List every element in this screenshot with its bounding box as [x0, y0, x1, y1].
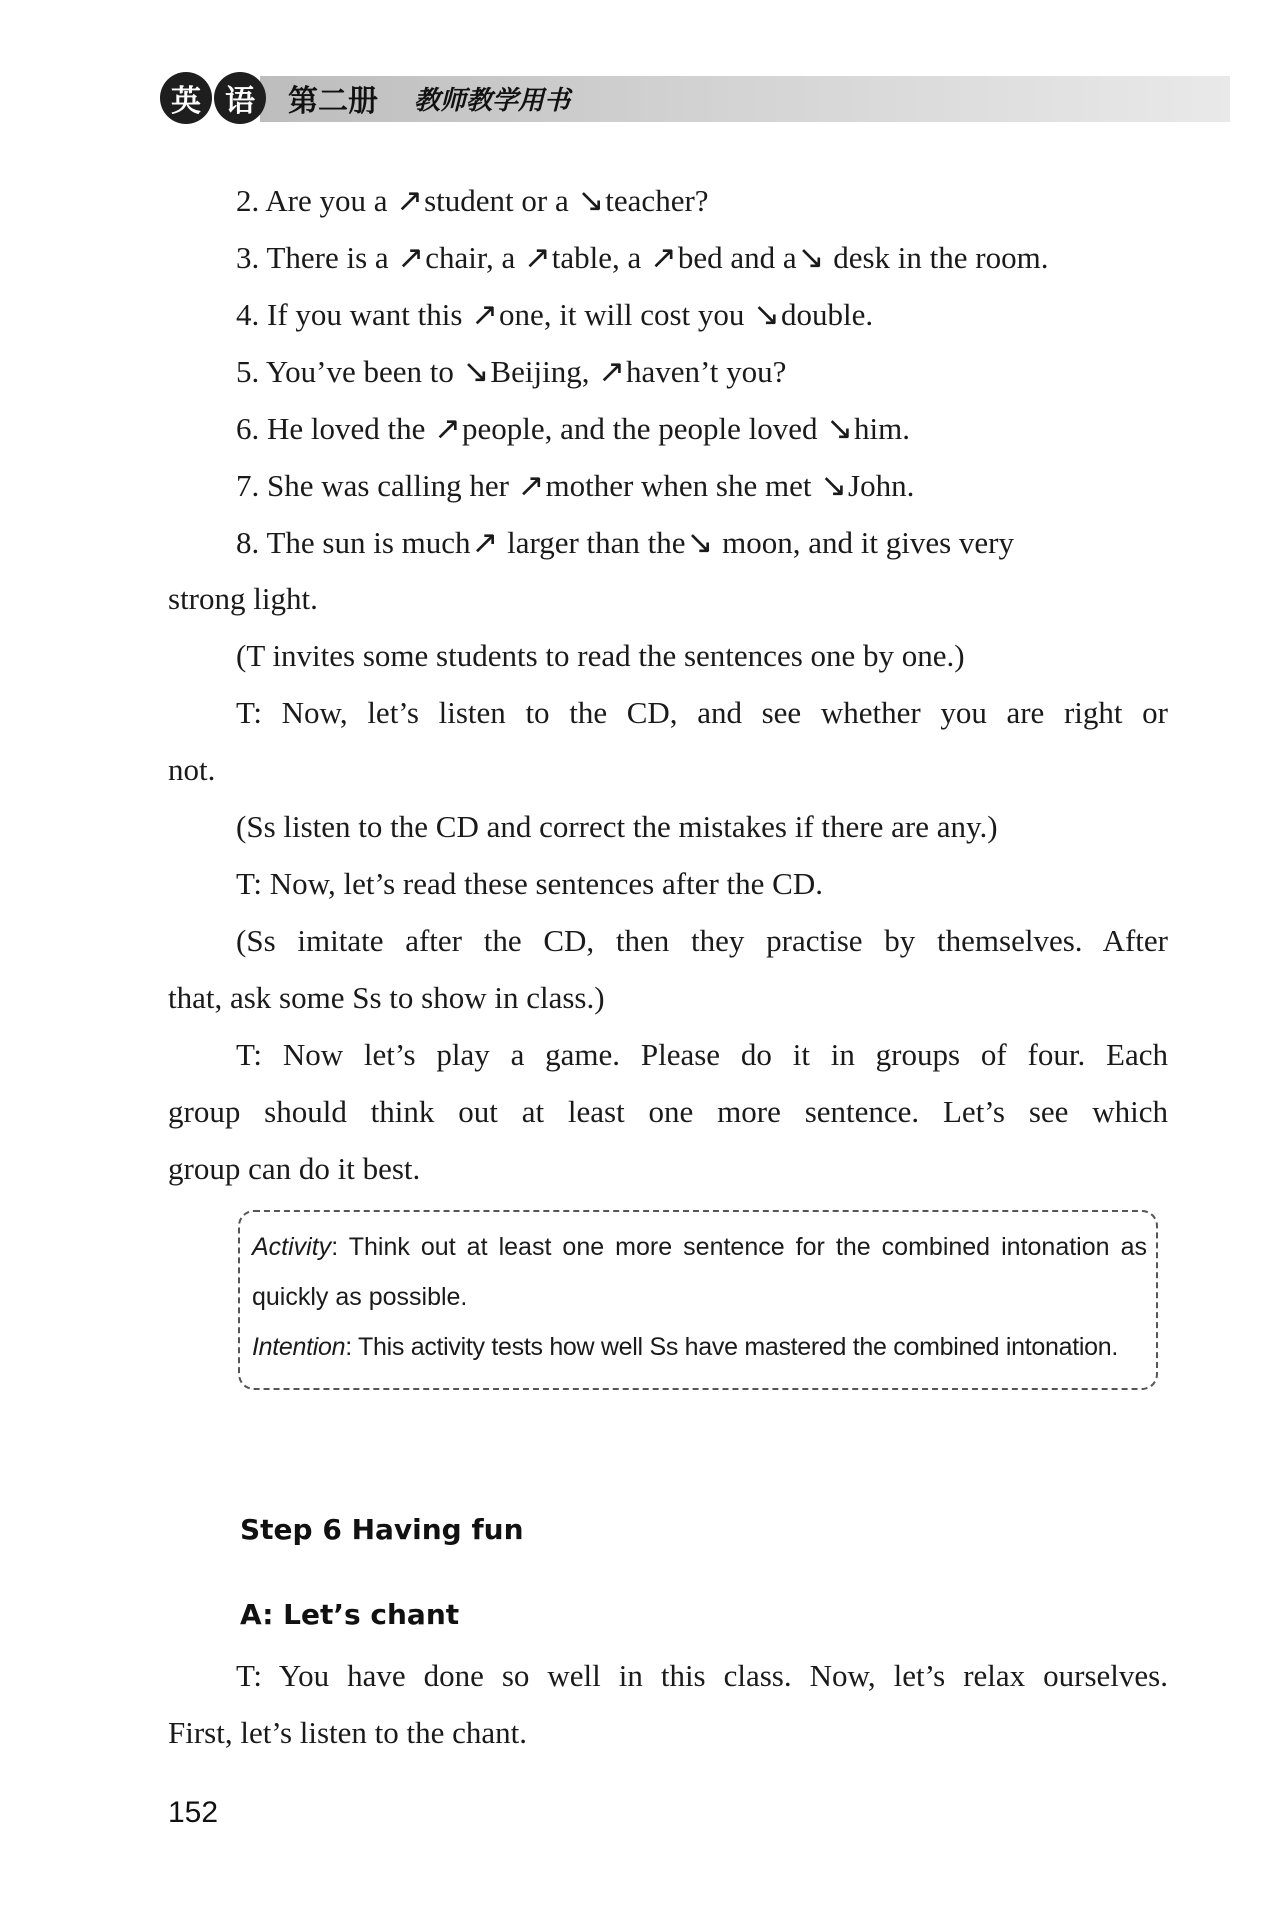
rising-arrow-icon: ↗	[396, 181, 424, 219]
sentence-number: 7.	[236, 468, 260, 503]
teacher-listen-line-2: not.	[168, 752, 216, 787]
volume-label: 第二册	[288, 84, 378, 119]
sentence-text: mother when she met	[545, 468, 820, 503]
falling-arrow-icon: ↘	[686, 523, 714, 561]
activity-line-2: quickly as possible.	[252, 1283, 468, 1311]
page-number: 152	[168, 1796, 219, 1829]
sentence-6	[236, 408, 1168, 449]
instruction-correct: (Ss listen to the CD and correct the mistakes if there are any.)	[236, 809, 998, 844]
sentence-text: The sun is much	[266, 525, 471, 560]
book-title: 教师教学用书	[414, 85, 571, 116]
sentence-text: John.	[848, 468, 915, 503]
sentence-text: teacher?	[605, 183, 709, 218]
teacher-listen-line-1: T: Now, let’s listen to the CD, and see whether you are right or	[236, 695, 1168, 730]
activity-text: : Think out at least one more sentence for the combined intonation as	[331, 1233, 1147, 1261]
instruction-invite: (T invites some students to read the sentences one by one.)	[236, 638, 965, 673]
sentence-8	[236, 522, 1168, 563]
rising-arrow-icon: ↗	[397, 238, 425, 276]
subject-badge-1: 英	[160, 72, 212, 124]
falling-arrow-icon: ↘	[462, 352, 490, 390]
subject-badge-2: 语	[214, 72, 266, 124]
activity-label: Activity	[252, 1233, 332, 1261]
sentence-3	[236, 237, 1168, 278]
sentence-text: desk in the room.	[825, 240, 1049, 275]
chant-paragraph-line-2: First, let’s listen to the chant.	[168, 1715, 528, 1750]
sentence-text: one, it will cost you	[499, 297, 753, 332]
sentence-text: bed and a	[677, 240, 797, 275]
sentence-number: 6.	[236, 411, 260, 446]
sentence-number: 2.	[236, 183, 260, 218]
page-header	[160, 72, 1230, 124]
rising-arrow-icon: ↗	[434, 409, 461, 447]
sentence-text: larger than the	[499, 525, 686, 560]
sentence-7	[236, 465, 1168, 506]
activity-line-1	[252, 1230, 1147, 1264]
sentence-text: people, and the people loved	[461, 411, 826, 446]
sentence-text: student or a	[424, 183, 577, 218]
instruction-imitate-line-1: (Ss imitate after the CD, then they practise by themselves. After	[236, 923, 1168, 958]
sentence-2	[236, 180, 1168, 221]
sentence-text: She was calling her	[267, 468, 517, 503]
falling-arrow-icon: ↘	[797, 238, 825, 276]
intention-text: : This activity tests how well Ss have mastered the combined intonation.	[345, 1333, 1118, 1361]
sentence-text: double.	[780, 297, 874, 332]
rising-arrow-icon: ↗	[471, 295, 499, 333]
rising-arrow-icon: ↗	[650, 238, 677, 276]
falling-arrow-icon: ↘	[577, 181, 605, 219]
sentence-text: There is a	[266, 240, 397, 275]
sentence-text: chair, a	[425, 240, 523, 275]
falling-arrow-icon: ↘	[753, 295, 780, 333]
sentence-number: 8.	[236, 525, 260, 560]
sentence-text: You’ve been to	[265, 354, 462, 389]
intention-label: Intention	[252, 1333, 346, 1361]
rising-arrow-icon: ↗	[598, 352, 626, 390]
intention-line	[252, 1330, 1147, 1364]
rising-arrow-icon: ↗	[517, 466, 545, 504]
teacher-game-line-1: T: Now let’s play a game. Please do it in groups of four. Each	[236, 1037, 1168, 1072]
chant-paragraph-line-1: T: You have done so well in this class. Now, let’s relax ourselves.	[236, 1658, 1168, 1693]
teacher-read-after: T: Now, let’s read these sentences after the CD.	[236, 866, 823, 901]
teacher-game-line-2: group should think out at least one more sentence. Let’s see which	[168, 1094, 1168, 1129]
sentence-text: Beijing,	[490, 354, 598, 389]
sentence-text: Are you a	[265, 183, 396, 218]
rising-arrow-icon: ↗	[471, 523, 499, 561]
sentence-number: 4.	[236, 297, 260, 332]
sentence-number: 5.	[236, 354, 260, 389]
teacher-game-line-3: group can do it best.	[168, 1151, 421, 1186]
step-6-heading: Step 6 Having fun	[240, 1513, 524, 1546]
sentence-text: him.	[854, 411, 911, 446]
sentence-8-continued: strong light.	[168, 581, 318, 616]
sentence-number: 3.	[236, 240, 260, 275]
sentence-text: He loved the	[267, 411, 434, 446]
sentence-text: haven’t you?	[626, 354, 787, 389]
sentence-text: moon, and it gives very	[714, 525, 1014, 560]
falling-arrow-icon: ↘	[826, 409, 854, 447]
rising-arrow-icon: ↗	[523, 238, 551, 276]
chant-subheading: A: Let’s chant	[240, 1598, 460, 1631]
sentence-4	[236, 294, 1168, 335]
sentence-text: table, a	[551, 240, 650, 275]
sentence-text: If you want this	[267, 297, 471, 332]
instruction-imitate-line-2: that, ask some Ss to show in class.)	[168, 980, 605, 1015]
sentence-5	[236, 351, 1168, 392]
falling-arrow-icon: ↘	[820, 466, 848, 504]
header-band	[260, 76, 1230, 122]
